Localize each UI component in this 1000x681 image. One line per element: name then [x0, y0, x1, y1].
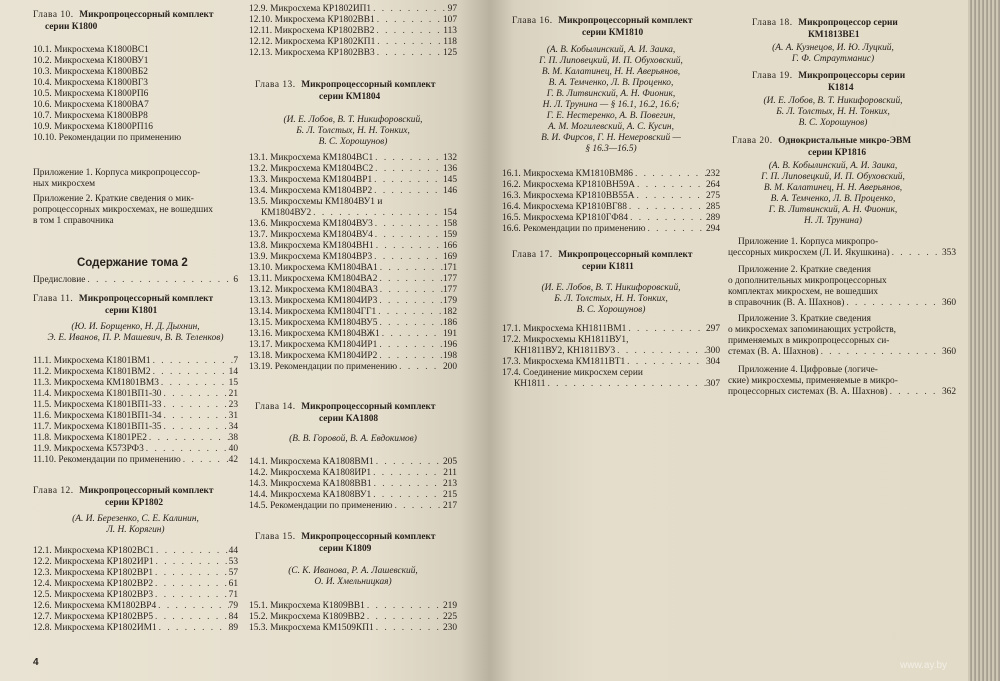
- left-page: [0, 0, 490, 681]
- toc-entry[interactable]: 13.9. Микросхема КМ1804ВР3 . . . 169: [249, 252, 457, 263]
- chapter-15-heading: Глава 15. Микропроцессорный комплект: [255, 532, 436, 542]
- toc-entry[interactable]: 16.2. Микросхема КР1810ВН59А . . . 264: [502, 180, 720, 191]
- toc-entry[interactable]: 14.5. Рекомендации по применению . . . 217: [249, 501, 457, 512]
- toc-entry[interactable]: 14.3. Микросхема КА1808ВВ1 . . . 213: [249, 479, 457, 490]
- toc-entry[interactable]: 13.8. Микросхема КМ1804ВН1 . . . 166: [249, 241, 457, 252]
- toc-entry[interactable]: КН1811ВУ2, КН1811ВУ3 . . . 300: [502, 346, 720, 357]
- chapter-13-authors: (И. Е. Лобов, В. Т. Никифоровский, Б. Л. Толстых, Н. Н. Тонких, В. С. Хорошунов): [283, 115, 423, 147]
- toc-entry[interactable]: 16.6. Рекомендации по применению . . . 294: [502, 224, 720, 235]
- toc-entry[interactable]: 12.9. Микросхема КР1802ИП1 . . . 97: [249, 4, 457, 15]
- volume-2-title: Содержание тома 2: [77, 257, 188, 269]
- toc-entry[interactable]: 13.14. Микросхема КМ1804ГГ1 . . . 182: [249, 307, 457, 318]
- toc-entry[interactable]: 13.15. Микросхема КМ1804ВУ5 . . . 186: [249, 318, 457, 329]
- chapter-number: Глава 10.: [33, 10, 74, 20]
- chapter-16-subtitle: серии КМ1810: [582, 28, 644, 38]
- toc-entry[interactable]: 11.6. Микросхема К1801ВП1-34 . . . 31: [33, 411, 238, 422]
- toc-entry[interactable]: 14.4. Микросхема КА1808ВУ1 . . . 215: [249, 490, 457, 501]
- page-edges: [968, 0, 1000, 681]
- chapter-17-heading: Глава 17. Микропроцессорный комплект: [512, 250, 693, 260]
- toc-entry[interactable]: 11.9. Микросхема К573РФ3 . . . 40: [33, 444, 238, 455]
- chapter-11-entries: [33, 356, 238, 466]
- toc-entry[interactable]: 12.12. Микросхема КР1802КП1 . . . 118: [249, 37, 457, 48]
- toc-entry[interactable]: 11.4. Микросхема К1801ВП1-30 . . . 21: [33, 389, 238, 400]
- toc-entry[interactable]: 13.3. Микросхема КМ1804ВР1 . . . 145: [249, 175, 457, 186]
- toc-entry[interactable]: 11.7. Микросхема К1801ВП1-35 . . . 34: [33, 422, 238, 433]
- toc-entry[interactable]: 13.5. Микросхемы КМ1804ВУ1 и: [249, 197, 383, 207]
- toc-entry[interactable]: 12.10. Микросхема КР1802ВВ1 . . . 107: [249, 15, 457, 26]
- toc-entry[interactable]: 13.6. Микросхема КМ1804ВУ3 . . . 158: [249, 219, 457, 230]
- chapter-16-authors: (А. В. Кобылинский, А. И. Заика, Г. П. Липовецкий, И. П. Обуховский, В. М. Калатинец, Н. Н. Аверьянов, В. А. Темченко, Л. В. Проценко, Г. В. Литвинский, А. Н. Фионик, Н. Л. Трунина — § 16.1, 16.2, 16.6; Г. Е. Нестеренко, А. В. Повегин, А. М. Могилевский, А. С. Кусин, В. И. Фирсов, Г. Н. Немеровский — § 16.3—16.5): [539, 45, 683, 154]
- toc-entry[interactable]: 13.16. Микросхема КМ1804ВЖ1 . . . 191: [249, 329, 457, 340]
- appendix-2: Приложение 2. Краткие сведения о мик- ропроцессорных микросхемах, не вошедших в том 1 справочника: [33, 194, 213, 226]
- toc-entry[interactable]: 10.6. Микросхема К1800ВА7: [33, 100, 149, 110]
- toc-entry[interactable]: 14.1. Микросхема КА1808ВМ1 . . . 205: [249, 457, 457, 468]
- toc-entry[interactable]: 13.12. Микросхема КМ1804ВА3 . . . 177: [249, 285, 457, 296]
- chapter-20-authors: (А. В. Кобылинский, А. И. Заика, Г. П. Липовецкий, И. П. Обуховский, В. М. Калатинец, Н. Н. Аверьянов, В. А. Темченко, Л. В. Проценко, Г. В. Литвинский, А. Н. Фионик, Н. Л. Трунина): [761, 161, 905, 226]
- toc-entry[interactable]: 14.2. Микросхема КА1808ИР1 . . . 211: [249, 468, 457, 479]
- toc-entry[interactable]: 10.3. Микросхема К1800ВБ2: [33, 67, 148, 77]
- chapter-18-subtitle: КМ1813ВЕ1: [808, 30, 860, 40]
- toc-entry[interactable]: 11.8. Микросхема К1801РЕ2 . . . 38: [33, 433, 238, 444]
- toc-entry[interactable]: 17.4. Соединение микросхем серии: [502, 368, 643, 378]
- toc-entry[interactable]: 12.11. Микросхема КР1802ВВ2 . . . 113: [249, 26, 457, 37]
- toc-entry[interactable]: 16.5. Микросхема КР1810ГФ84 . . . 289: [502, 213, 720, 224]
- toc-entry[interactable]: КМ1804ВУ2 . . . 154: [249, 208, 457, 219]
- appendix-3[interactable]: Приложение 3. Краткие сведения о микросхемах запоминающих устройств, применяемых в микропроцессорных си- стемах (В. А. Шахнов) . . . 360: [728, 314, 956, 358]
- toc-entry[interactable]: Предисловие . . . 6: [33, 275, 238, 286]
- toc-entry[interactable]: 13.11. Микросхема КМ1804ВА2 . . . 177: [249, 274, 457, 285]
- toc-entry[interactable]: 15.2. Микросхема К1809ВВ2 . . . 225: [249, 612, 457, 623]
- preface-entry: [33, 275, 238, 286]
- chapter-12-heading: Глава 12. Микропроцессорный комплект: [33, 486, 214, 496]
- toc-entry[interactable]: 12.6. Микросхема КМ1802ВР4 . . . 79: [33, 601, 238, 612]
- toc-entry[interactable]: 12.8. Микросхема КР1802ИМ1 . . . 89: [33, 623, 238, 634]
- chapter-12-subtitle: серии КР1802: [105, 498, 164, 508]
- toc-entry[interactable]: 17.3. Микросхема КМ1811ВТ1 . . . 304: [502, 357, 720, 368]
- chapter-18-heading: Глава 18. Микропроцессор серии: [752, 18, 898, 28]
- chapter-14-entries: [249, 457, 457, 512]
- page-number: 4: [33, 657, 39, 668]
- toc-entry[interactable]: 13.19. Рекомендации по применению . . . 200: [249, 362, 457, 373]
- toc-entry[interactable]: 13.7. Микросхема КМ1804ВУ4 . . . 159: [249, 230, 457, 241]
- toc-entry[interactable]: 12.13. Микросхема КР1802ВВ3 . . . 125: [249, 48, 457, 59]
- chapter-12-entries: [33, 546, 238, 634]
- chapter-10-subtitle: серии К1800: [45, 22, 98, 32]
- chapter-16-entries: [502, 169, 720, 235]
- toc-entry[interactable]: 16.3. Микросхема КР1810ВВ55А . . . 275: [502, 191, 720, 202]
- toc-entry[interactable]: 12.2. Микросхема КР1802ИР1 . . . 53: [33, 557, 238, 568]
- toc-entry[interactable]: 13.4. Микросхема КМ1804ВР2 . . . 146: [249, 186, 457, 197]
- toc-entry[interactable]: 13.10. Микросхема КМ1804ВА1 . . . 171: [249, 263, 457, 274]
- toc-entry[interactable]: 10.9. Микросхема К1800РП16: [33, 122, 153, 132]
- toc-entry[interactable]: 10.7. Микросхема К1800ВР8: [33, 111, 148, 121]
- chapter-19-heading: Глава 19. Микропроцессоры серии: [752, 71, 906, 81]
- toc-entry[interactable]: 10.10. Рекомендации по применению: [33, 133, 182, 143]
- chapter-10-entries: [33, 45, 238, 144]
- toc-entry[interactable]: 12.3. Микросхема КР1802ВР1 . . . 57: [33, 568, 238, 579]
- chapter-16-heading: Глава 16. Микропроцессорный комплект: [512, 16, 693, 26]
- appendix-1[interactable]: Приложение 1. Корпуса микропро- цессорных микросхем (Л. И. Якушкина) . . . 353: [728, 237, 956, 259]
- toc-entry[interactable]: 11.3. Микросхема КМ1801ВМ3 . . . 15: [33, 378, 238, 389]
- toc-entry[interactable]: 15.1. Микросхема К1809ВВ1 . . . 219: [249, 601, 457, 612]
- toc-entry[interactable]: 10.5. Микросхема К1800РП6: [33, 89, 149, 99]
- toc-entry[interactable]: 10.4. Микросхема К1800ВГ3: [33, 78, 148, 88]
- chapter-19-authors: (И. Е. Лобов, В. Т. Никифоровский, Б. Л. Толстых, Н. Н. Тонких, В. С. Хорошунов): [763, 96, 903, 128]
- toc-entry[interactable]: 17.2. Микросхемы КН1811ВУ1,: [502, 335, 629, 345]
- chapter-19-subtitle: К1814: [828, 83, 854, 93]
- toc-entry[interactable]: 13.18. Микросхема КМ1804ИР2 . . . 198: [249, 351, 457, 362]
- toc-entry[interactable]: 13.13. Микросхема КМ1804ИР3 . . . 179: [249, 296, 457, 307]
- toc-entry[interactable]: КН1811 . . . 307: [502, 379, 720, 390]
- chapter-20-subtitle: серии КР1816: [808, 148, 867, 158]
- chapter-14-authors: (В. В. Горовой, В. А. Евдокимов): [289, 434, 417, 444]
- toc-entry[interactable]: 13.17. Микросхема КМ1804ИР1 . . . 196: [249, 340, 457, 351]
- watermark: www.ay.by: [900, 660, 948, 671]
- chapter-17-authors: (И. Е. Лобов, В. Т. Никифоровский, Б. Л. Толстых, Н. Н. Тонких, В. С. Хорошунов): [541, 283, 681, 315]
- appendix-4[interactable]: Приложение 4. Цифровые (логиче- ские) микросхемы, применяемые в микро- процессорных системах (В. А. Шахнов) . . . 362: [728, 365, 956, 398]
- chapter-17-subtitle: серии К1811: [582, 262, 634, 272]
- toc-entry[interactable]: 12.1. Микросхема КР1802ВС1 . . . 44: [33, 546, 238, 557]
- toc-entry[interactable]: 12.5. Микросхема КР1802ВР3 . . . 71: [33, 590, 238, 601]
- toc-entry[interactable]: 11.5. Микросхема К1801ВП1-33 . . . 23: [33, 400, 238, 411]
- toc-entry[interactable]: 13.2. Микросхема КМ1804ВС2 . . . 136: [249, 164, 457, 175]
- chapter-14-heading: Глава 14. Микропроцессорный комплект: [255, 402, 436, 412]
- chapter-17-entries: [502, 324, 720, 390]
- toc-entry[interactable]: 11.10. Рекомендации по применению . . . 42: [33, 455, 238, 466]
- chapter-11-heading: Глава 11. Микропроцессорный комплект: [33, 294, 214, 304]
- chapter-18-authors: (А. А. Кузнецов, И. Ю. Луцкий, Г. Ф. Страутманис): [772, 43, 894, 64]
- chapter-11-authors: (Ю. И. Борщенко, Н. Д. Дыхнин, Э. Е. Иванов, П. Р. Машевич, В. В. Теленков): [47, 322, 224, 343]
- chapter-14-subtitle: серии КА1808: [319, 414, 379, 424]
- appendix-2[interactable]: Приложение 2. Краткие сведения о дополнительных микропроцессорных комплектах микросхем, не вошедших в справочник (В. А. Шахнов) . . . 360: [728, 265, 956, 309]
- chapter-13-subtitle: серии КМ1804: [319, 92, 381, 102]
- chapter-20-heading: Глава 20. Однокристальные микро-ЭВМ: [732, 136, 912, 146]
- chapter-13-entries: [249, 153, 457, 373]
- chapter-12-continued: [249, 4, 457, 59]
- chapter-title: Микропроцессорный комплект: [79, 10, 214, 20]
- toc-entry[interactable]: 10.2. Микросхема К1800ВУ1: [33, 56, 149, 66]
- chapter-15-subtitle: серии К1809: [319, 544, 372, 554]
- toc-entry[interactable]: 17.1. Микросхема КН1811ВМ1 . . . 297: [502, 324, 720, 335]
- toc-entry[interactable]: 12.7. Микросхема КР1802ВР5 . . . 84: [33, 612, 238, 623]
- toc-entry[interactable]: 11.1. Микросхема К1801ВМ1 . . . 7: [33, 356, 238, 367]
- chapter-11-subtitle: серии К1801: [105, 306, 158, 316]
- appendix-1: Приложение 1. Корпуса микропроцессор- ных микросхем: [33, 168, 201, 189]
- toc-entry[interactable]: 13.1. Микросхема КМ1804ВС1 . . . 132: [249, 153, 457, 164]
- right-page: [490, 0, 968, 681]
- toc-entry[interactable]: 11.2. Микросхема К1801ВМ2 . . . 14: [33, 367, 238, 378]
- toc-entry[interactable]: 10.1. Микросхема К1800ВС1: [33, 45, 149, 55]
- chapter-10-heading: [33, 10, 214, 21]
- chapter-15-entries: [249, 601, 457, 634]
- chapter-15-authors: (С. К. Иванова, Р. А. Лашевский, О. И. Хмельницкая): [288, 566, 418, 587]
- chapter-13-heading: Глава 13. Микропроцессорный комплект: [255, 80, 436, 90]
- toc-entry[interactable]: 12.4. Микросхема КР1802ВР2 . . . 61: [33, 579, 238, 590]
- chapter-12-authors: (А. И. Березенко, С. Е. Калинин, Л. Н. Корягин): [72, 514, 199, 535]
- toc-entry[interactable]: 16.1. Микросхема КМ1810ВМ86 . . . 232: [502, 169, 720, 180]
- toc-entry[interactable]: 15.3. Микросхема КМ1509КП1 . . . 230: [249, 623, 457, 634]
- toc-entry[interactable]: 16.4. Микросхема КР1810ВГ88 . . . 285: [502, 202, 720, 213]
